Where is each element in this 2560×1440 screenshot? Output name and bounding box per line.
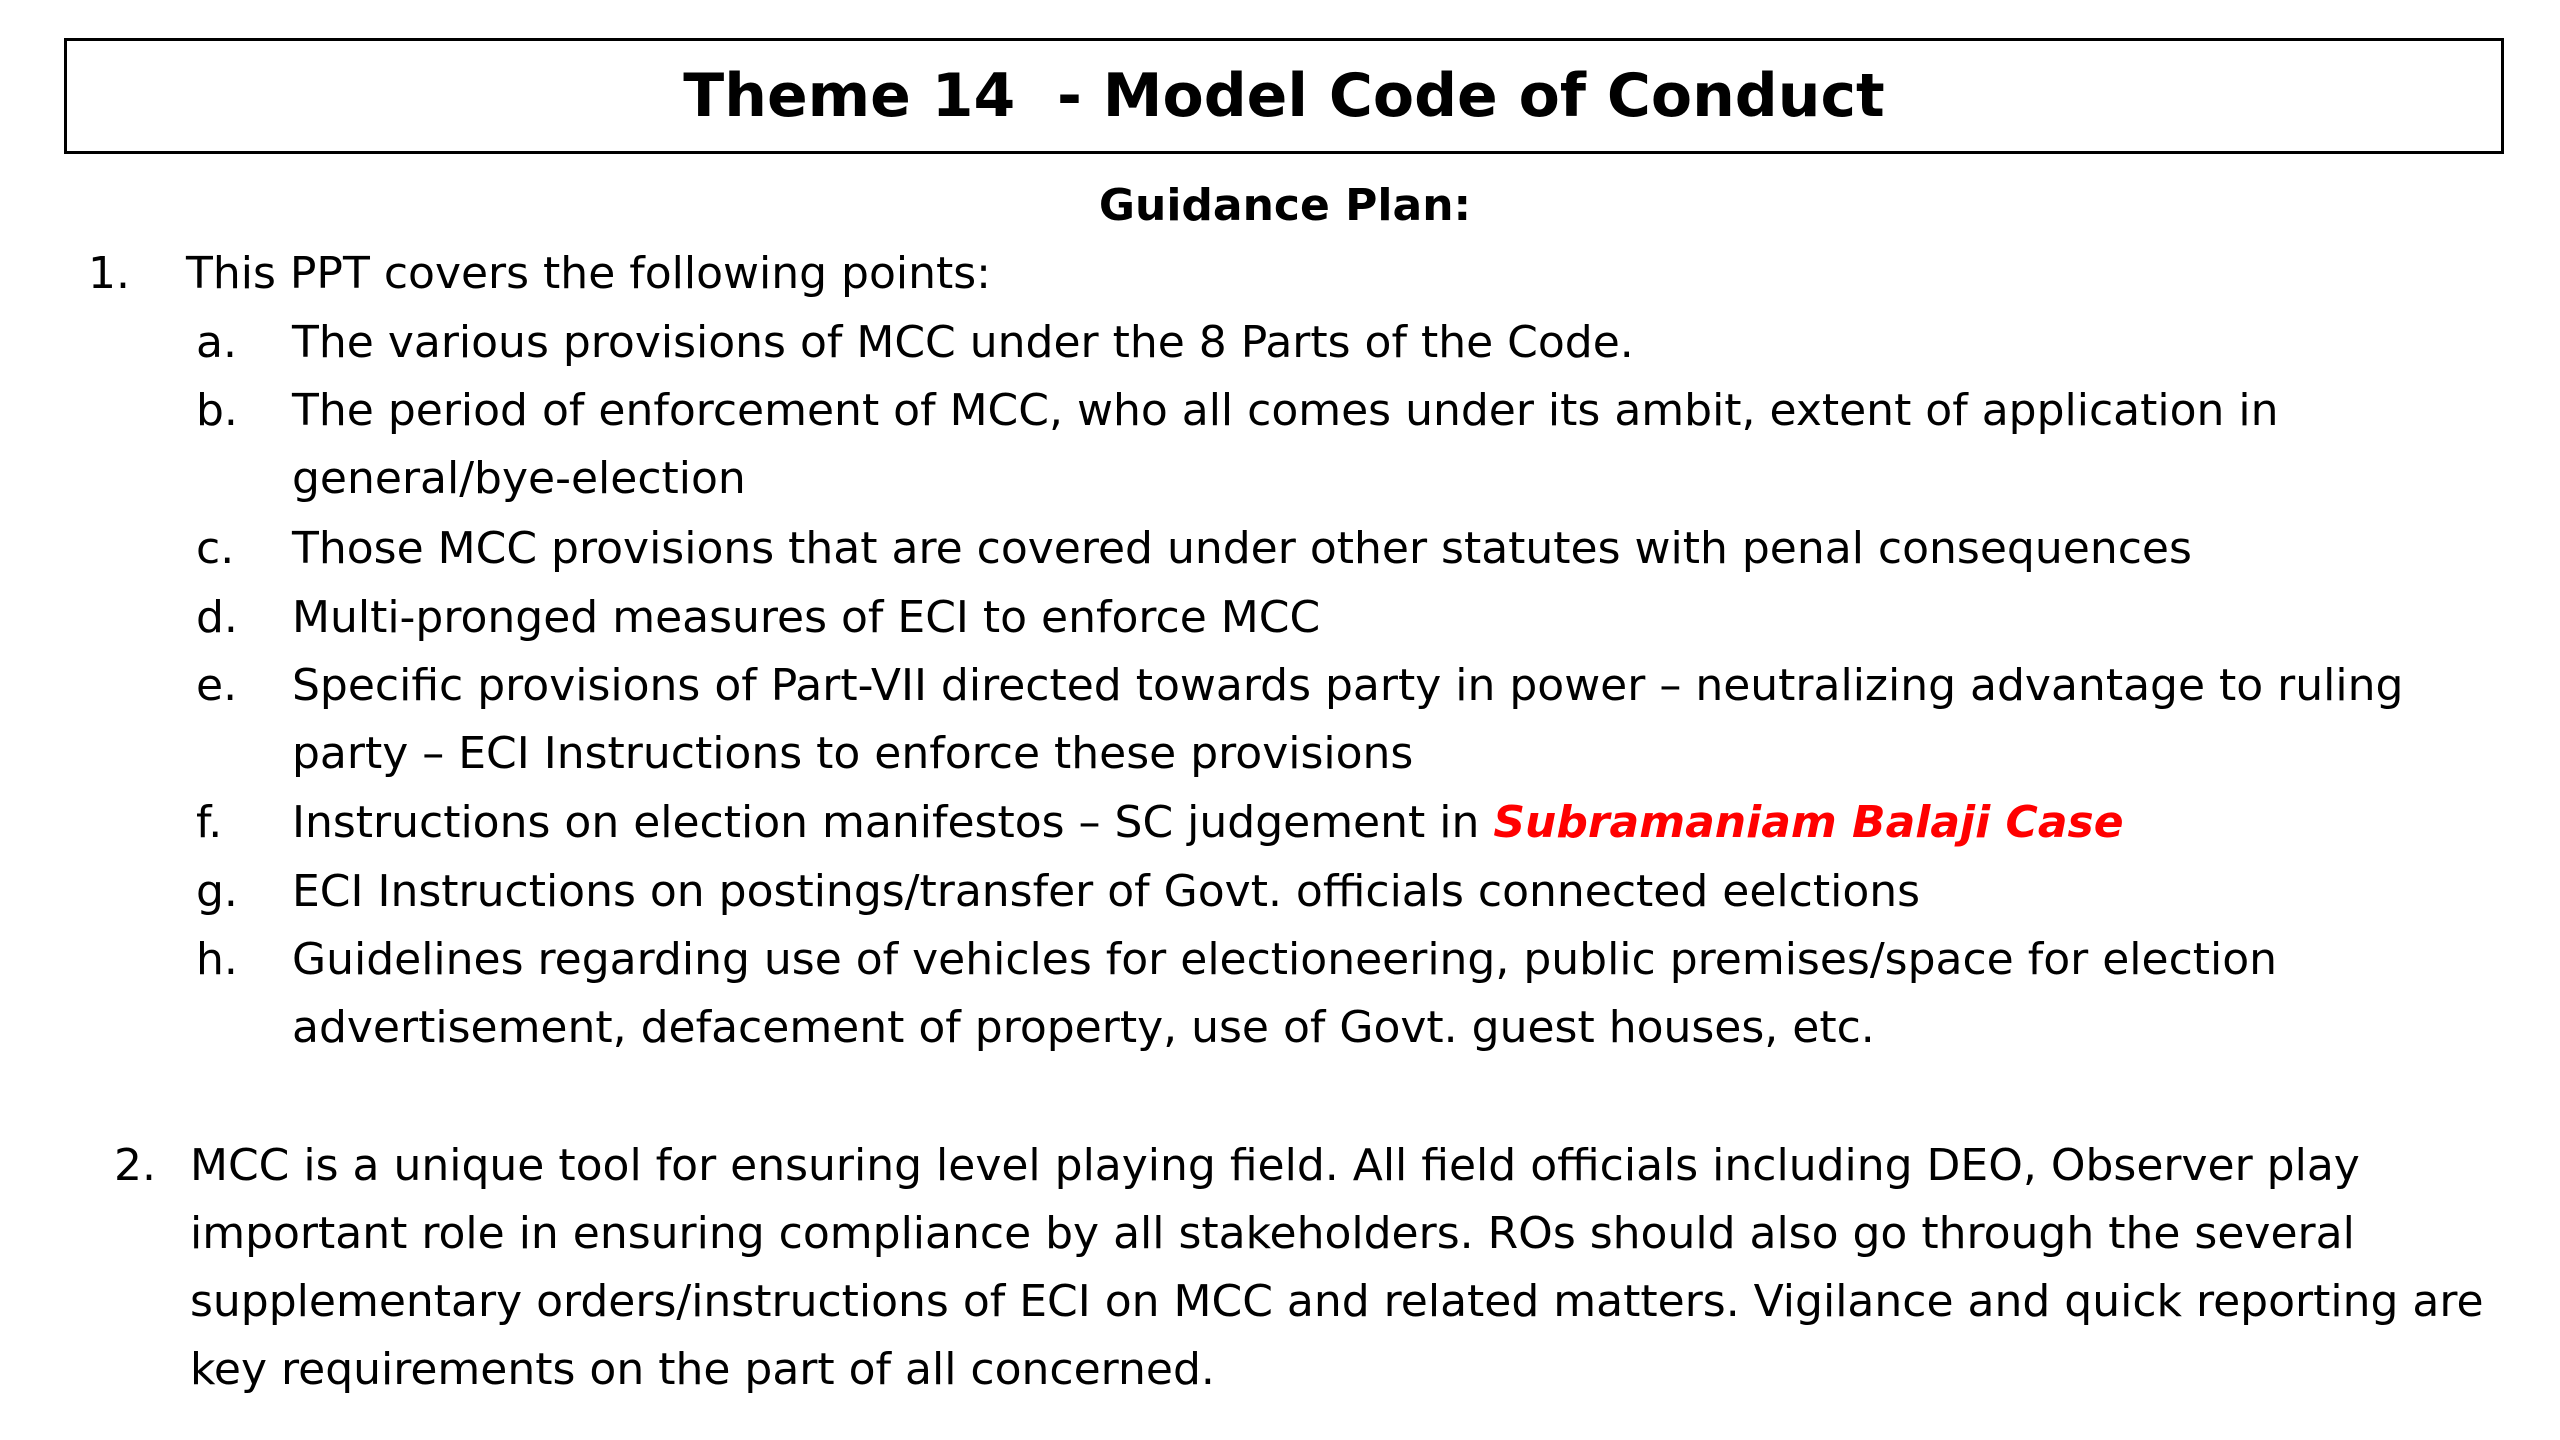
case-name-highlight: Subramaniam Balaji Case [1493,797,2124,848]
sublist-item-text: Multi-pronged measures of ECI to enforce MCC [292,592,1321,643]
sublist-letter: c. [196,523,235,574]
sublist-letter: b. [196,385,238,436]
list-item-text: This PPT covers the following points: [186,248,991,299]
sublist-letter: g. [196,866,238,917]
sublist-item-text: The period of enforcement of MCC, who all comes under its ambit, extent of application in general/bye-election [292,385,2279,504]
sublist-item-text [292,789,2442,857]
sublist-item-text: ECI Instructions on postings/transfer of Govt. officials connected eelctions [292,866,1921,917]
list-item-text: MCC is a unique tool for ensuring level playing field. All field officials including DEO, Observer play important role in ensuring compliance by all stakeholders. ROs should also go through the several supplementary orders/instructions of ECI on MCC and related matters. Vigilance and quick reporting are key requirements on the part of all concerned. [190,1140,2484,1395]
list-number: 2. [114,1140,156,1191]
sublist-letter: a. [196,317,237,368]
manifesto-text: Instructions on election manifestos – SC judgement in [292,797,1494,848]
sublist-item-text: Those MCC provisions that are covered under other statutes with penal consequences [292,523,2192,574]
page-title: Theme 14 - Model Code of Conduct [683,61,1885,131]
sublist-letter: d. [196,592,238,643]
title-box [64,38,2504,154]
sublist-item-text: Specific provisions of Part-VII directed towards party in power – neutralizing advantage to ruling party – ECI Instructions to enforce these provisions [292,660,2404,779]
section-heading: Guidance Plan: [1098,180,1472,231]
sublist-letter: f. [196,797,223,848]
sublist-item-text: The various provisions of MCC under the 8 Parts of the Code. [292,317,1634,368]
sublist-letter: e. [196,660,238,711]
list-number: 1. [88,248,130,299]
sublist-item-text: Guidelines regarding use of vehicles for electioneering, public premises/space for election advertisement, defacement of property, use of Govt. guest houses, etc. [292,934,2278,1053]
sublist-letter: h. [196,934,238,985]
